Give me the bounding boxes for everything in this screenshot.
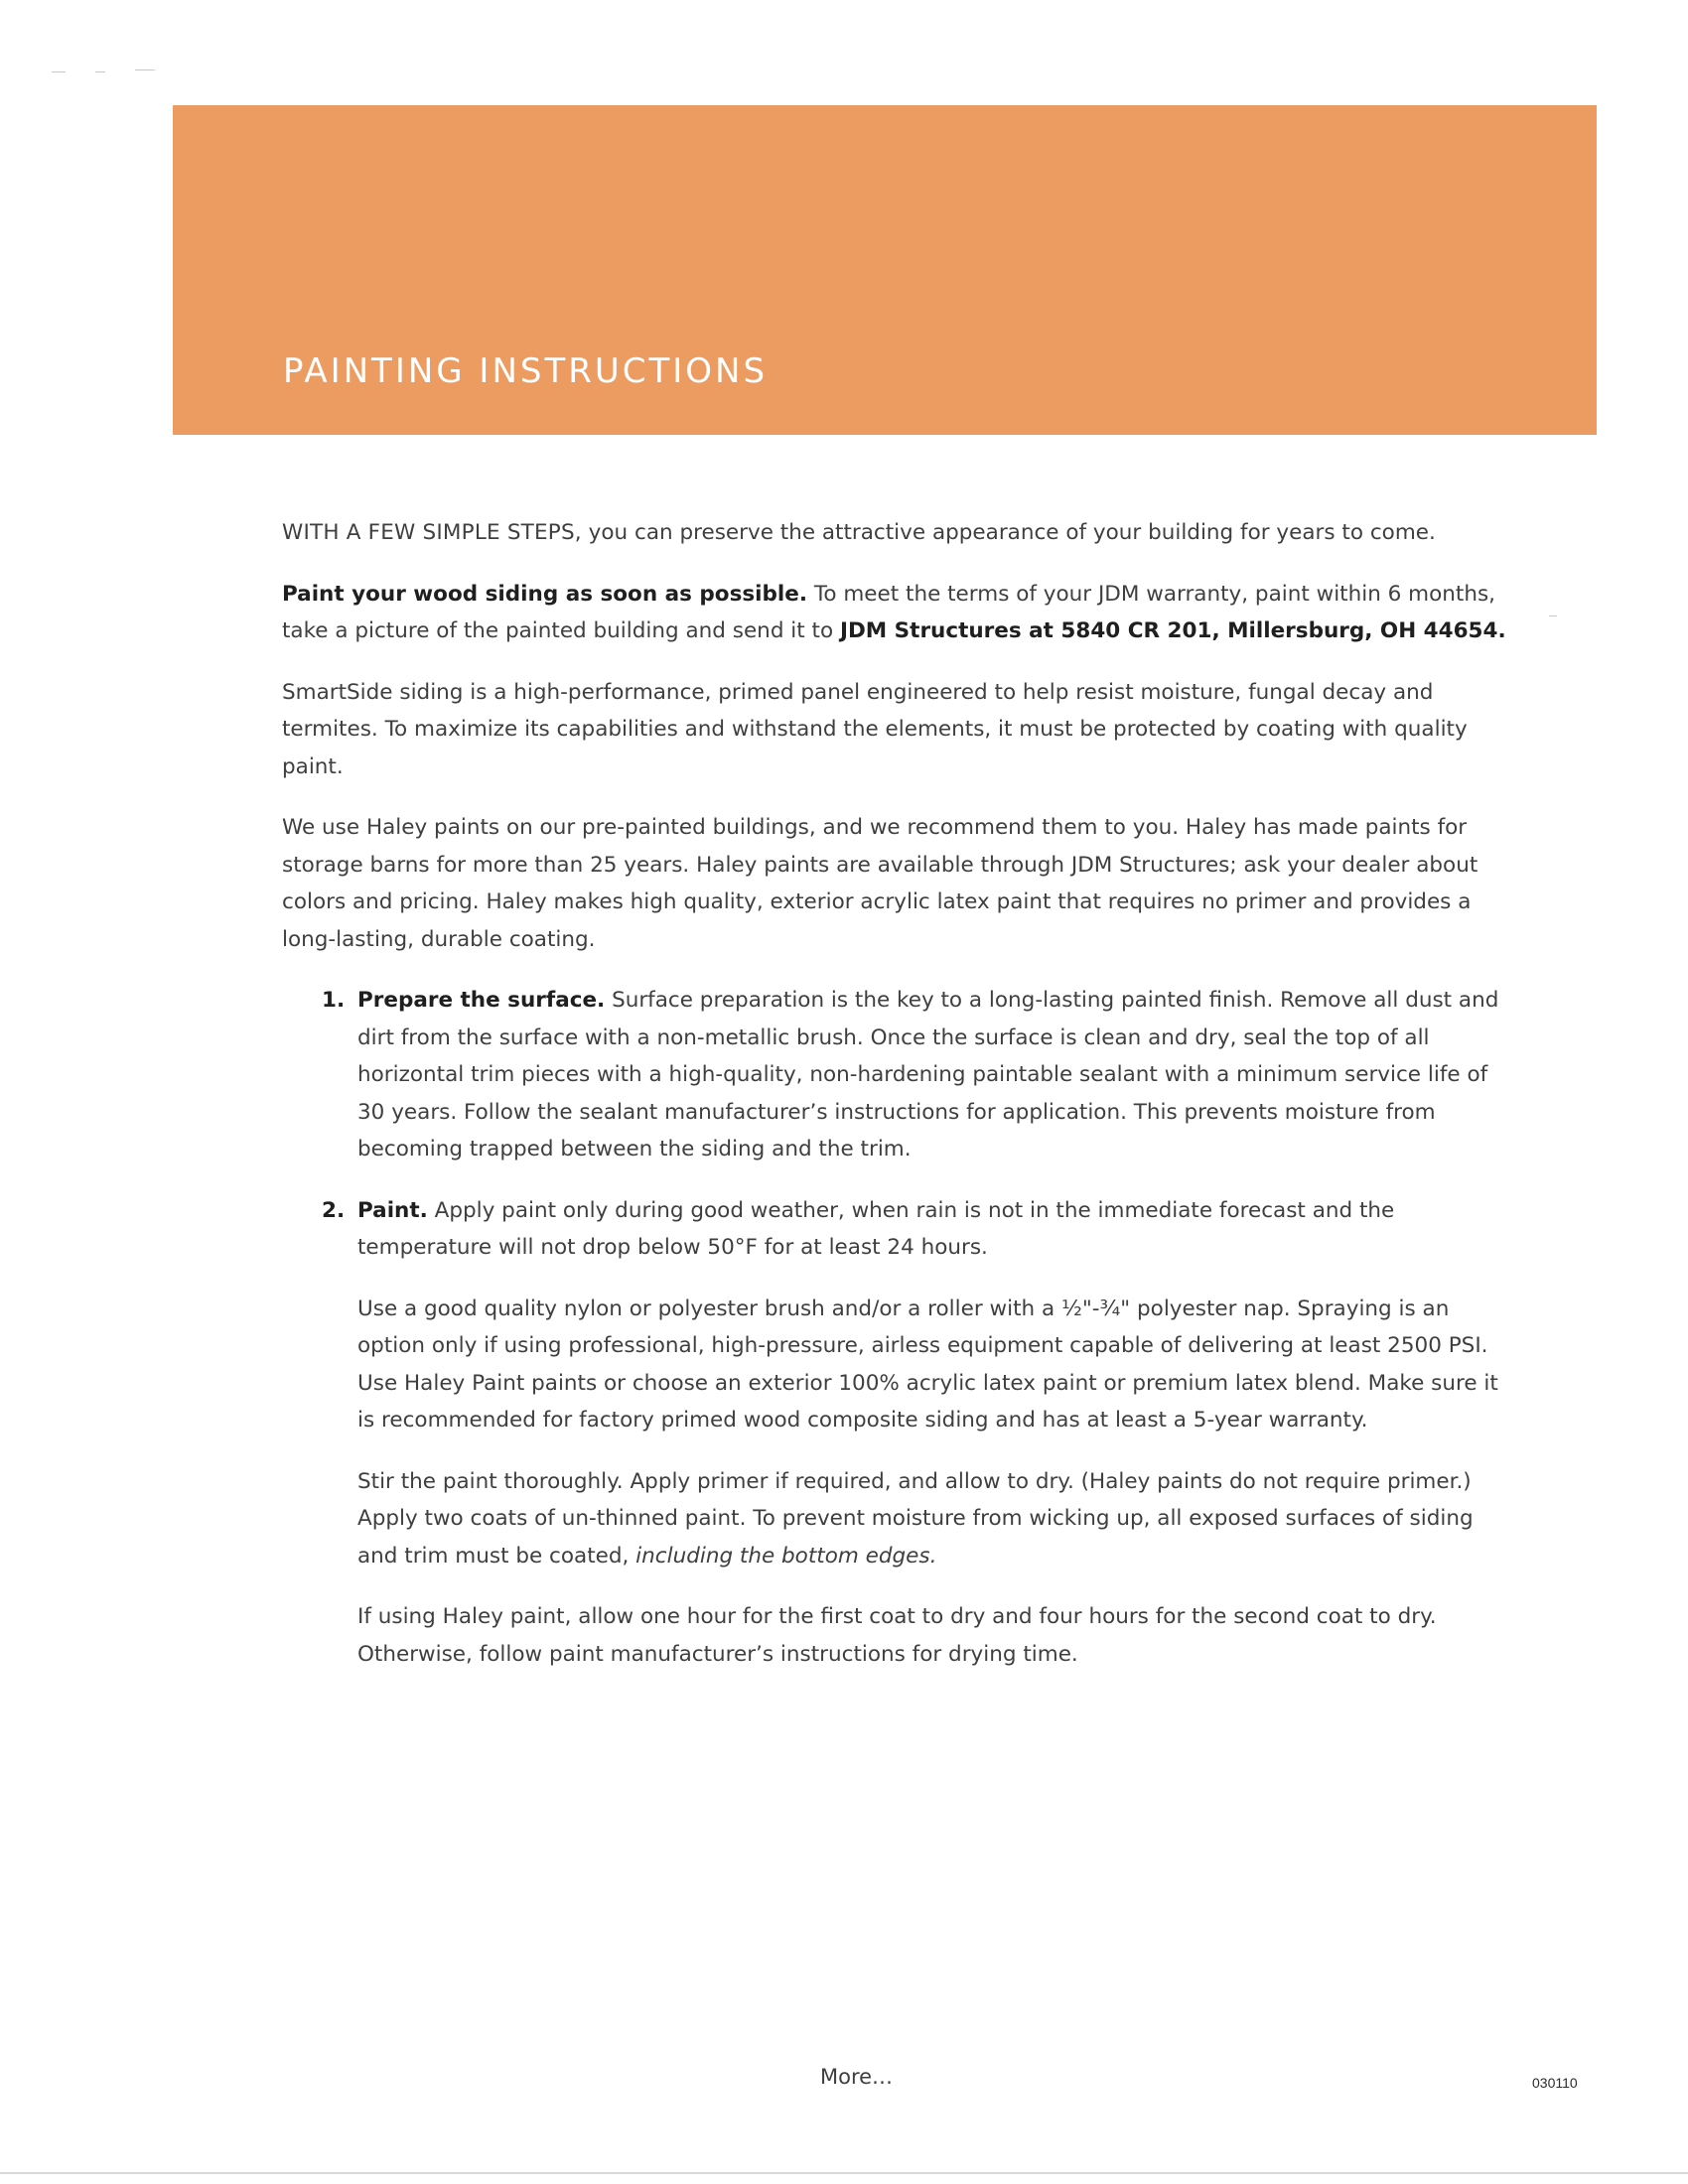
smartside-paragraph: SmartSide siding is a high-performance, primed panel engineered to help resist moisture, fungal decay and termites. To maximize its capabilities and withstand the elements, it must be protected by coating with quality paint. [282,679,1468,779]
step-paint [322,1192,1509,1674]
step-prepare [322,982,1509,1168]
step-title: Prepare the surface. [357,988,606,1013]
warranty-lead: Paint your wood siding as soon as possible. [282,581,808,607]
document-body [282,514,1509,1696]
intro-paragraph [282,514,1509,552]
intro-lead: WITH A FEW SIMPLE STEPS, [282,520,582,545]
more-indicator: More… [820,2065,894,2089]
step-body: Apply paint only during good weather, when rain is not in the immediate forecast and the temperature will not drop below 50°F for at least 24 hours. [357,1197,1395,1260]
document-code: 030110 [1532,2075,1578,2091]
haley-paragraph: We use Haley paints on our pre-painted buildings, and we recommend them to you. Haley has made paints for storage barns for more than 25 years. Haley paints are available through JDM Structures; ask your dealer about colors and pricing. Haley makes high quality, exterior acrylic latex paint that requires no primer and provides a long-lasting, durable coating. [282,815,1478,952]
step-number: 2. [322,1197,346,1223]
scan-mark [52,71,66,72]
title-banner [173,105,1597,435]
step-text [357,1192,1509,1267]
page-title: PAINTING INSTRUCTIONS [283,351,769,391]
warranty-paragraph [282,576,1509,650]
stir-text: Stir the paint thoroughly. Apply primer if required, and allow to dry. (Haley paints do not require primer.) Apply two coats of un-thinned paint. To prevent moisture from wicking up, all exposed surfaces of siding and trim must be coated, [357,1468,1474,1569]
drying-paragraph: If using Haley paint, allow one hour for the first coat to dry and four hours for the second coat to dry. Otherwise, follow paint manufacturer’s instructions for drying time. [357,1604,1437,1667]
stir-paragraph [357,1463,1509,1575]
step-body: Surface preparation is the key to a long-lasting painted finish. Remove all dust and dirt from the surface with a non-metallic brush. Once the surface is clean and dry, seal the top of all horizontal trim pieces with a high-quality, non-hardening paintable sealant with a minimum service life of 30 years. Follow the sealant manufacturer’s instructions for application. This prevents moisture from becoming trapped between the siding and the trim. [357,988,1499,1161]
brush-paragraph: Use a good quality nylon or polyester brush and/or a roller with a ½"-¾" polyester nap. Spraying is an option only if using professional, high-pressure, airless equipment capable of delivering at least 2500 PSI. Use Haley Paint paints or choose an exterior 100% acrylic latex paint or premium latex blend. Make sure it is recommended for factory primed wood composite siding and has at least a 5-year warranty. [357,1296,1498,1433]
step-text [357,982,1509,1168]
scan-mark [1549,615,1557,616]
warranty-address: JDM Structures at 5840 CR 201, Millersburg, OH 44654. [839,618,1506,643]
scan-mark [95,71,105,72]
stir-emphasis: including the bottom edges. [635,1543,937,1569]
steps-list [282,982,1509,1673]
scan-mark [135,69,155,70]
step-title: Paint. [357,1197,428,1223]
intro-text: you can preserve the attractive appearance of your building for years to come. [581,520,1436,545]
warranty-text: To meet the terms of your JDM warranty, paint within 6 months, take a picture of the painted building and send it to [282,581,1495,643]
step-number: 1. [322,988,346,1013]
page-bottom-edge [0,2172,1688,2174]
